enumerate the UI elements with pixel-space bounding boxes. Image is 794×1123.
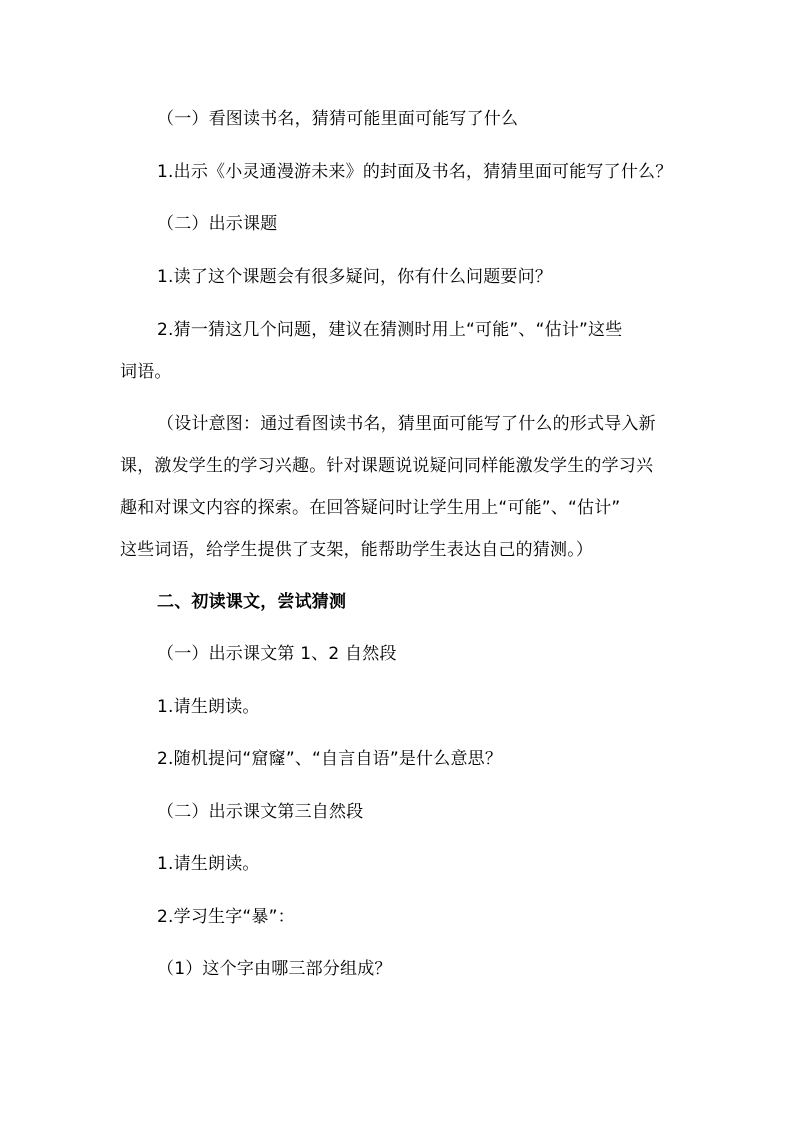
design-intent-line: 这些词语，给学生提供了支架，能帮助学生表达自己的猜测。）: [120, 540, 594, 560]
paragraph-line: 1.出示《小灵通漫游未来》的封面及书名，猜猜里面可能写了什么？: [157, 162, 673, 182]
paragraph-line: （1）这个字由哪三部分组成？: [157, 959, 392, 979]
paragraph-line: 词语。: [120, 362, 172, 382]
design-intent-line: 课，激发学生的学习兴趣。针对课题说说疑问同样能激发学生的学习兴: [120, 456, 654, 476]
design-intent-line: （设计意图：通过看图读书名，猜里面可能写了什么的形式导入新: [157, 414, 656, 434]
subsection-heading-2: （二）出示课文第三自然段: [157, 802, 364, 822]
design-intent-line: 趣和对课文内容的探索。在回答疑问时让学生用上“可能”、“估计”: [120, 498, 621, 518]
paragraph-line: 2.学习生字“暴”：: [157, 907, 295, 927]
paragraph-line: 1.读了这个课题会有很多疑问，你有什么问题要问？: [157, 267, 553, 287]
paragraph-line: 1.请生朗读。: [157, 697, 260, 717]
subsection-heading-1: （一）看图读书名，猜猜可能里面可能写了什么: [157, 109, 519, 129]
subsection-heading-2: （二）出示课题: [157, 214, 278, 234]
subsection-heading-1: （一）出示课文第 1、2 自然段: [157, 644, 397, 664]
paragraph-line: 2.猜一猜这几个问题，建议在猜测时用上“可能”、“估计”这些: [157, 320, 623, 340]
paragraph-line: 1.请生朗读。: [157, 854, 260, 874]
paragraph-line: 2.随机提问“窟窿”、“自言自语”是什么意思？: [157, 749, 503, 769]
section-heading: 二、初读课文，尝试猜测: [157, 592, 347, 612]
